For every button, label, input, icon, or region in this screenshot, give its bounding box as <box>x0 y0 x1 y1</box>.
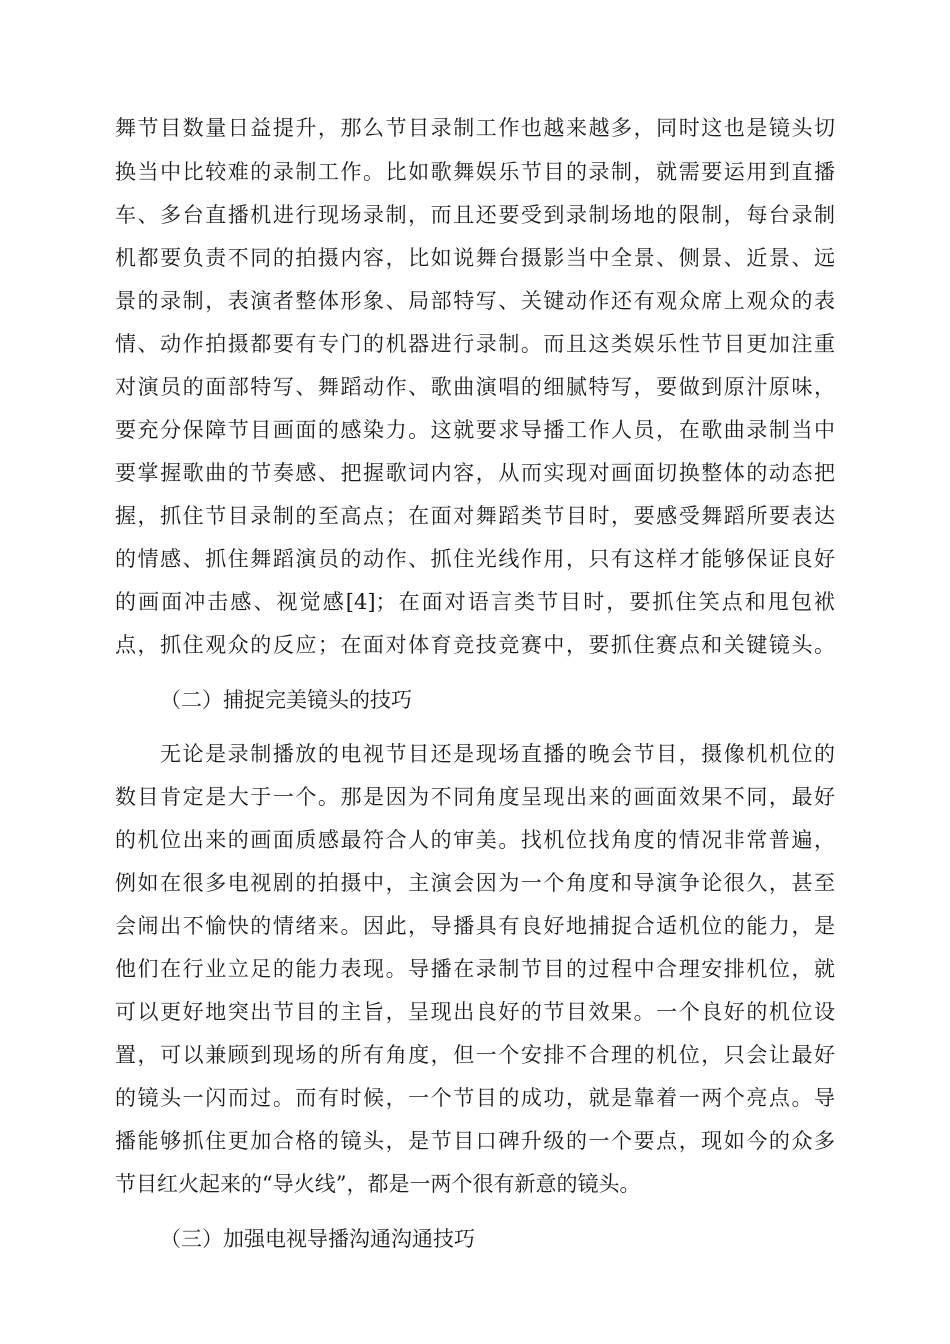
paragraph-line: 会闹出不愉快的情绪来。因此，导播具有良好地捕捉合适机位的能力，是 <box>115 914 835 938</box>
paragraph-line: 的情感、抓住舞蹈演员的动作、抓住光线作用，只有这样才能够保证良好 <box>115 547 835 571</box>
paragraph-line: 可以更好地突出节目的主旨，呈现出良好的节目效果。一个良好的机位设 <box>115 1000 835 1024</box>
paragraph-line: 情、动作拍摄都要有专门的机器进行录制。而且这类娱乐性节目更加注重 <box>115 332 835 356</box>
paragraph-line: 播能够抓住更加合格的镜头，是节目口碑升级的一个要点，现如今的众多 <box>115 1129 835 1153</box>
paragraph-line: 例如在很多电视剧的拍摄中，主演会因为一个角度和导演争论很久，甚至 <box>115 871 835 895</box>
section-heading: （二）捕捉完美镜头的技巧 <box>160 688 412 712</box>
paragraph-line: 无论是录制播放的电视节目还是现场直播的晚会节目，摄像机机位的 <box>160 742 835 766</box>
paragraph-line: 点，抓住观众的反应；在面对体育竞技竞赛中，要抓住赛点和关键镜头。 <box>115 633 835 657</box>
paragraph-line: 机都要负责不同的拍摄内容，比如说舞台摄影当中全景、侧景、近景、远 <box>115 246 835 270</box>
paragraph-line: 的画面冲击感、视觉感[4]；在面对语言类节目时，要抓住笑点和甩包袱 <box>115 590 835 614</box>
paragraph-line: 舞节目数量日益提升，那么节目录制工作也越来越多，同时这也是镜头切 <box>115 116 835 140</box>
section-heading: （三）加强电视导播沟通沟通技巧 <box>160 1227 475 1251</box>
paragraph-line: 要掌握歌曲的节奏感、把握歌词内容，从而实现对画面切换整体的动态把 <box>115 461 835 485</box>
paragraph-line: 的机位出来的画面质感最符合人的审美。找机位找角度的情况非常普遍， <box>115 828 835 852</box>
paragraph-line: 换当中比较难的录制工作。比如歌舞娱乐节目的录制，就需要运用到直播 <box>115 160 835 184</box>
paragraph-line: 车、多台直播机进行现场录制，而且还要受到录制场地的限制，每台录制 <box>115 203 835 227</box>
paragraph-line: 置，可以兼顾到现场的所有角度，但一个安排不合理的机位，只会让最好 <box>115 1043 835 1067</box>
paragraph-line: 景的录制，表演者整体形象、局部特写、关键动作还有观众席上观众的表 <box>115 289 835 313</box>
paragraph-line: 的镜头一闪而过。而有时候，一个节目的成功，就是靠着一两个亮点。导 <box>115 1086 835 1110</box>
paragraph-line: 他们在行业立足的能力表现。导播在录制节目的过程中合理安排机位，就 <box>115 957 835 981</box>
paragraph-line: 对演员的面部特写、舞蹈动作、歌曲演唱的细腻特写，要做到原汁原味， <box>115 375 835 399</box>
paragraph-line: 要充分保障节目画面的感染力。这就要求导播工作人员，在歌曲录制当中 <box>115 418 835 442</box>
paragraph-line: 数目肯定是大于一个。那是因为不同角度呈现出来的画面效果不同，最好 <box>115 785 835 809</box>
paragraph-line: 握，抓住节目录制的至高点；在面对舞蹈类节目时，要感受舞蹈所要表达 <box>115 504 835 528</box>
paragraph-line: 节目红火起来的“导火线”，都是一两个很有新意的镜头。 <box>115 1172 641 1196</box>
